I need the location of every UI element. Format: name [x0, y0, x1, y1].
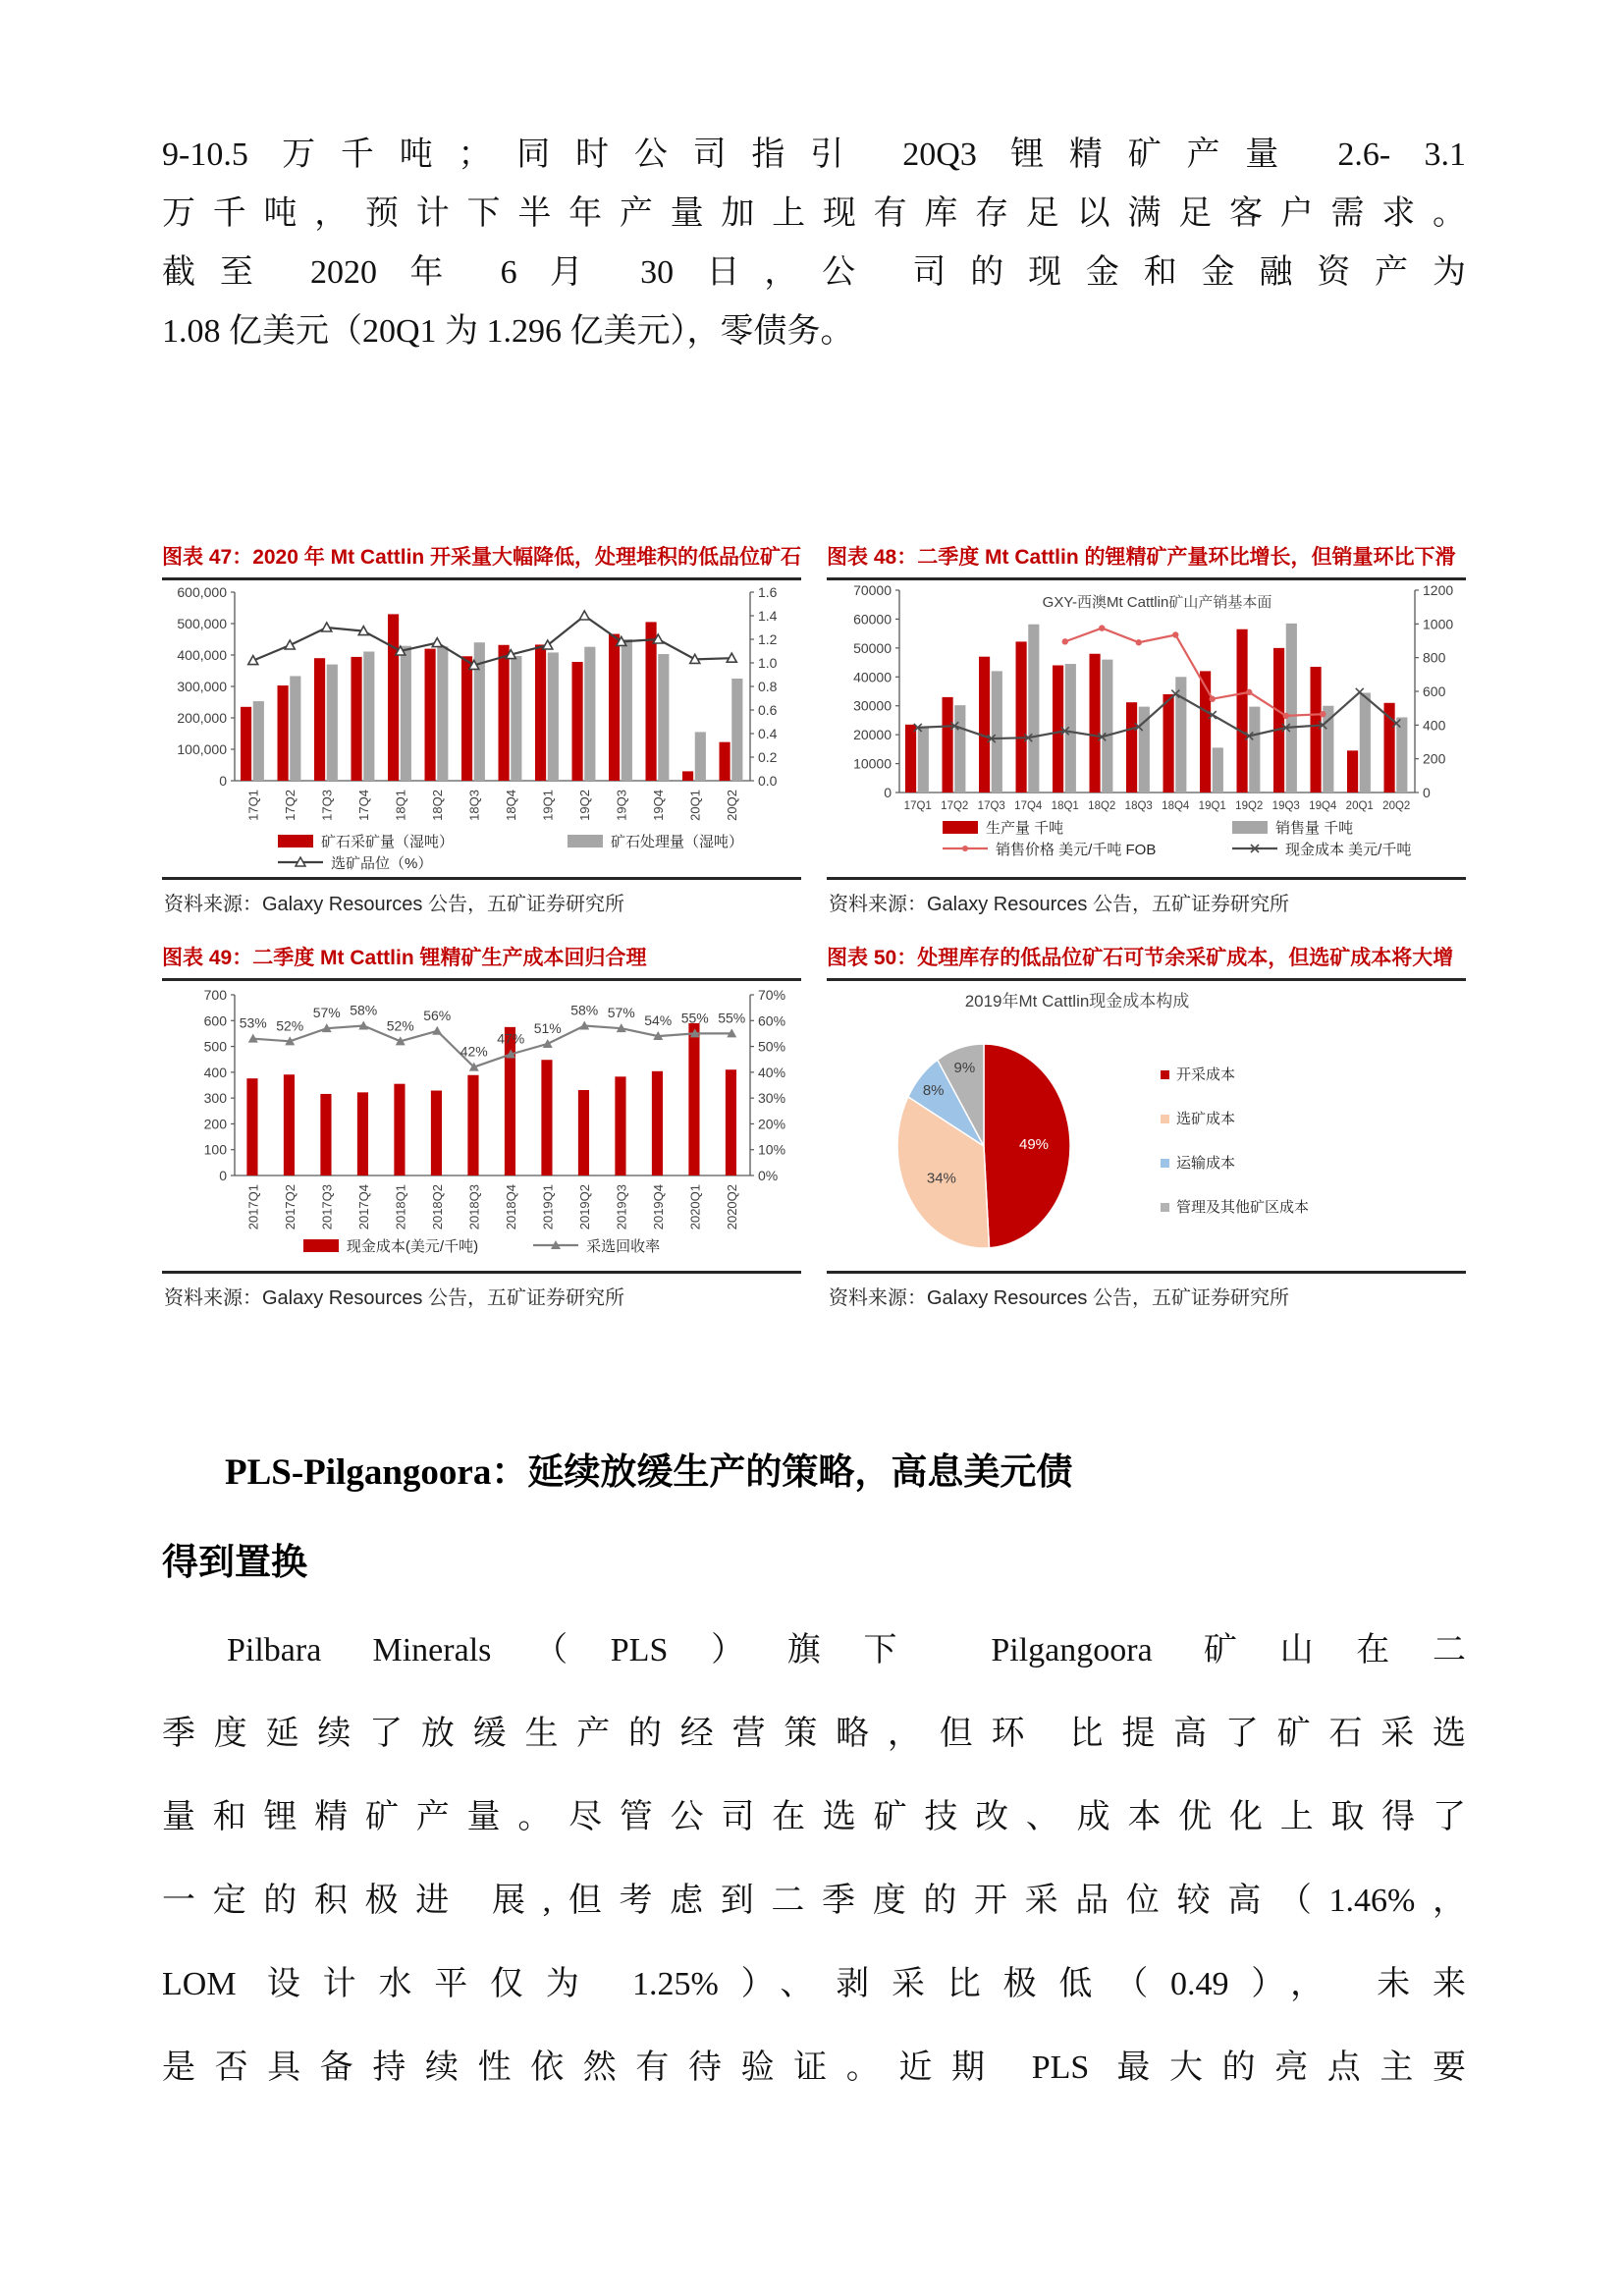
figure-50-title: 图表 50：处理库存的低品位矿石可节余采矿成本，但选矿成本将大增	[827, 947, 1454, 969]
svg-text:0: 0	[1423, 785, 1431, 800]
legend-swatch	[1161, 1115, 1169, 1123]
svg-text:8%: 8%	[922, 1082, 945, 1100]
legend-label: 选矿品位（%）	[331, 854, 433, 872]
bar	[720, 742, 730, 781]
svg-text:30000: 30000	[853, 697, 892, 714]
svg-text:1.4: 1.4	[758, 608, 778, 624]
svg-text:管理及其他矿区成本: 管理及其他矿区成本	[1176, 1199, 1310, 1216]
text-line: 季度延续了放缓生产的经营策略，但环 比提高了矿石采选	[162, 1716, 1466, 1752]
bar	[535, 644, 546, 781]
svg-text:60000: 60000	[853, 611, 892, 628]
bar	[363, 651, 374, 781]
svg-text:40%: 40%	[758, 1064, 786, 1080]
svg-text:2019Q2: 2019Q2	[576, 1184, 592, 1230]
bar	[499, 645, 510, 781]
bar	[1200, 671, 1211, 793]
svg-text:400,000: 400,000	[177, 647, 227, 663]
bar	[646, 622, 657, 781]
chart-50-cash-cost-pie	[827, 981, 1466, 1271]
svg-text:57%: 57%	[607, 1005, 635, 1021]
svg-text:17Q2: 17Q2	[941, 800, 969, 812]
svg-text:19Q3: 19Q3	[614, 790, 629, 821]
bar	[284, 1074, 295, 1175]
svg-text:57%: 57%	[312, 1005, 341, 1021]
bar	[314, 658, 325, 781]
svg-text:2017Q2: 2017Q2	[282, 1184, 298, 1230]
legend-swatch	[278, 835, 313, 847]
text-line: 9-10.5 万千吨；同时公司指引 20Q3 锂精矿产量 2.6- 3.1	[162, 137, 1466, 173]
svg-text:18Q2: 18Q2	[429, 790, 445, 821]
svg-text:18Q3: 18Q3	[1124, 800, 1153, 812]
bar	[1311, 667, 1322, 793]
legend-label: 现金成本 美元/千吨	[1285, 841, 1412, 858]
figure-47-title: 图表 47：2020 年 Mt Cattlin 开采量大幅降低，处理堆积的低品位矿石	[162, 546, 801, 569]
bar	[609, 634, 620, 781]
legend-label: 生产量 千吨	[986, 819, 1064, 837]
bar	[578, 1090, 589, 1175]
bar	[1273, 648, 1284, 793]
bar	[327, 665, 338, 781]
paragraph-pls	[162, 1609, 1466, 2109]
svg-text:55%: 55%	[718, 1010, 746, 1026]
chart-48-production-sales	[827, 580, 1466, 877]
chart-legend	[162, 1234, 801, 1256]
svg-text:18Q1: 18Q1	[393, 790, 408, 821]
svg-text:2018Q1: 2018Q1	[393, 1184, 408, 1230]
svg-text:500: 500	[203, 1038, 227, 1055]
bar	[1360, 692, 1371, 793]
bar	[695, 732, 706, 781]
figure-47	[162, 544, 801, 918]
bar	[918, 728, 929, 793]
svg-text:200: 200	[203, 1116, 227, 1132]
bar	[1213, 747, 1223, 793]
svg-text:17Q3: 17Q3	[319, 790, 335, 821]
bar	[1053, 666, 1063, 793]
svg-text:1.2: 1.2	[758, 631, 778, 647]
svg-text:50000: 50000	[853, 639, 892, 656]
legend-label: 矿石采矿量（湿吨）	[321, 833, 455, 850]
svg-text:1.6: 1.6	[758, 584, 778, 600]
legend-item	[533, 1235, 660, 1256]
legend-swatch	[1232, 821, 1268, 834]
text-line: 量和锂精矿产量。尽管公司在选矿技改、成本优化上取得了	[162, 1799, 1466, 1835]
bar	[541, 1060, 552, 1175]
svg-text:53%: 53%	[239, 1014, 267, 1031]
svg-text:17Q4: 17Q4	[355, 790, 371, 821]
text-line: 截至 2020 年 6 月 30 日，公 司的现金和金融资产为	[162, 254, 1466, 291]
svg-text:0%: 0%	[758, 1168, 779, 1183]
svg-text:100,000: 100,000	[177, 741, 227, 757]
svg-text:100: 100	[203, 1141, 227, 1158]
bar	[357, 1092, 368, 1175]
svg-text:20Q1: 20Q1	[1345, 800, 1374, 812]
svg-text:1000: 1000	[1423, 616, 1454, 632]
bar	[401, 646, 411, 781]
svg-text:2019Q4: 2019Q4	[650, 1184, 666, 1230]
text-line: Pilbara Minerals（PLS）旗下 Pilgangoora 矿山在二	[227, 1632, 1466, 1668]
svg-text:0.2: 0.2	[758, 749, 778, 765]
svg-text:2017Q4: 2017Q4	[355, 1184, 371, 1230]
legend-item	[1232, 839, 1411, 859]
legend-swatch	[303, 1239, 339, 1252]
svg-text:60%: 60%	[758, 1012, 786, 1029]
legend-label: 矿石处理量（湿吨）	[611, 833, 744, 850]
bar	[437, 646, 448, 781]
svg-text:运输成本: 运输成本	[1176, 1155, 1236, 1172]
chart-legend	[827, 816, 1466, 859]
bar	[1065, 664, 1076, 793]
svg-text:19Q2: 19Q2	[1235, 800, 1264, 812]
legend-swatch	[568, 835, 603, 847]
svg-text:30%: 30%	[758, 1090, 786, 1107]
svg-text:58%: 58%	[570, 1002, 599, 1018]
legend-swatch	[1161, 1159, 1169, 1168]
svg-text:18Q4: 18Q4	[1162, 800, 1190, 812]
svg-text:开采成本: 开采成本	[1176, 1066, 1236, 1083]
text-line: LOM 设计水平仅为 1.25%）、剥采比极低（0.49）， 未来	[162, 1966, 1466, 2002]
bar	[1347, 750, 1358, 793]
legend-line-swatch	[533, 1238, 578, 1252]
bar	[352, 657, 362, 781]
svg-text:19Q1: 19Q1	[1198, 800, 1226, 812]
bar	[1090, 654, 1101, 793]
svg-text:0: 0	[884, 785, 892, 800]
svg-text:2019Q3: 2019Q3	[614, 1184, 629, 1230]
svg-text:500,000: 500,000	[177, 616, 227, 631]
chart-canvas	[827, 580, 1466, 816]
svg-text:50%: 50%	[758, 1038, 786, 1055]
svg-text:GXY-西澳Mt Cattlin矿山产销基本面: GXY-西澳Mt Cattlin矿山产销基本面	[1042, 594, 1272, 611]
text-line: 1.08 亿美元（20Q1 为 1.296 亿美元），零债务。	[162, 313, 854, 350]
legend-item	[568, 831, 743, 851]
svg-text:20Q2: 20Q2	[724, 790, 739, 821]
svg-text:2017Q1: 2017Q1	[245, 1184, 261, 1230]
svg-text:0: 0	[219, 773, 227, 789]
bar	[584, 647, 595, 781]
svg-text:700: 700	[203, 987, 227, 1003]
svg-text:70%: 70%	[758, 987, 786, 1003]
svg-text:10%: 10%	[758, 1141, 786, 1158]
svg-text:2020Q1: 2020Q1	[687, 1184, 703, 1230]
svg-text:17Q4: 17Q4	[1014, 800, 1043, 812]
svg-text:2018Q4: 2018Q4	[503, 1184, 518, 1230]
svg-text:18Q3: 18Q3	[466, 790, 482, 821]
legend-label: 销售价格 美元/千吨 FOB	[996, 841, 1157, 858]
bar	[1237, 629, 1248, 793]
paragraph-top	[162, 126, 1466, 361]
svg-text:19Q1: 19Q1	[540, 790, 556, 821]
figure-47-source: 资料来源：Galaxy Resources 公告，五矿证券研究所	[164, 894, 624, 915]
section-heading-line1: PLS-Pilgangoora：延续放缓生产的策略，高息美元债	[225, 1452, 1073, 1493]
figure-49-title: 图表 49：二季度 Mt Cattlin 锂精矿生产成本回归合理	[162, 947, 647, 969]
bar	[682, 771, 693, 781]
text-line: 是否具备持续性依然有待验证。近期 PLS 最大的亮点主要	[162, 2050, 1466, 2086]
bar	[658, 654, 669, 781]
svg-text:300: 300	[203, 1090, 227, 1107]
svg-text:18Q4: 18Q4	[503, 790, 518, 821]
figure-49	[162, 945, 801, 1312]
figure-49-source: 资料来源：Galaxy Resources 公告，五矿证券研究所	[164, 1287, 624, 1309]
bar	[425, 649, 436, 781]
svg-text:51%: 51%	[533, 1019, 562, 1036]
svg-text:10000: 10000	[853, 755, 892, 772]
svg-text:17Q1: 17Q1	[245, 790, 261, 821]
svg-text:200,000: 200,000	[177, 710, 227, 726]
svg-text:0: 0	[219, 1168, 227, 1183]
bar	[1102, 660, 1112, 793]
bar	[461, 656, 472, 781]
svg-text:18Q2: 18Q2	[1088, 800, 1116, 812]
legend-line-swatch	[1232, 842, 1277, 855]
bar	[1028, 625, 1039, 793]
svg-text:18Q1: 18Q1	[1051, 800, 1079, 812]
bar	[1163, 694, 1174, 793]
chart-47-ore-mining-processing	[162, 580, 801, 877]
svg-text:17Q2: 17Q2	[282, 790, 298, 821]
svg-text:600: 600	[203, 1012, 227, 1029]
svg-text:58%: 58%	[350, 1002, 378, 1018]
bar	[290, 676, 300, 781]
svg-text:20Q2: 20Q2	[1382, 800, 1411, 812]
legend-label: 采选回收率	[586, 1237, 661, 1255]
bar	[572, 662, 583, 781]
svg-text:20%: 20%	[758, 1116, 786, 1132]
figure-grid	[162, 544, 1466, 1312]
svg-text:600: 600	[1423, 683, 1446, 699]
svg-text:0.4: 0.4	[758, 726, 778, 741]
svg-text:42%: 42%	[460, 1043, 488, 1060]
svg-text:600,000: 600,000	[177, 584, 227, 600]
pie-canvas	[827, 981, 1466, 1268]
bar	[652, 1071, 663, 1175]
svg-text:2020Q2: 2020Q2	[724, 1184, 739, 1230]
svg-text:400: 400	[203, 1064, 227, 1080]
bar	[992, 671, 1002, 793]
svg-text:800: 800	[1423, 649, 1446, 666]
bar	[622, 639, 632, 781]
svg-text:2018Q2: 2018Q2	[429, 1184, 445, 1230]
bar	[954, 705, 965, 793]
bar	[1396, 717, 1407, 793]
bar	[548, 652, 559, 781]
legend-item	[303, 1235, 478, 1256]
svg-text:54%: 54%	[644, 1012, 673, 1029]
bar	[253, 701, 264, 781]
bar	[394, 1084, 405, 1175]
legend-label: 销售量 千吨	[1275, 819, 1354, 837]
bar	[388, 614, 399, 781]
svg-text:34%: 34%	[926, 1170, 956, 1187]
svg-text:200: 200	[1423, 750, 1446, 767]
figure-50-source: 资料来源：Galaxy Resources 公告，五矿证券研究所	[829, 1287, 1289, 1309]
svg-text:19Q4: 19Q4	[1309, 800, 1337, 812]
legend-swatch	[1161, 1070, 1169, 1079]
bar	[246, 1078, 257, 1175]
bar	[511, 656, 521, 781]
bar	[320, 1094, 331, 1175]
bar	[688, 1023, 699, 1175]
svg-text:56%: 56%	[423, 1007, 452, 1023]
svg-text:17Q1: 17Q1	[903, 800, 932, 812]
bar	[1016, 641, 1027, 793]
figure-48-title: 图表 48：二季度 Mt Cattlin 的锂精矿产量环比增长，但销量环比下滑	[827, 546, 1456, 569]
section-heading	[162, 1428, 1466, 1609]
chart-canvas	[162, 981, 801, 1234]
legend-line-swatch	[943, 842, 988, 855]
svg-text:300,000: 300,000	[177, 679, 227, 694]
svg-text:17Q3: 17Q3	[977, 800, 1005, 812]
bar	[505, 1027, 515, 1175]
bar	[431, 1091, 442, 1175]
bar	[241, 707, 251, 781]
bar	[979, 657, 990, 793]
chart-legend	[162, 830, 801, 873]
svg-text:1.0: 1.0	[758, 655, 778, 671]
legend-item	[943, 817, 1232, 838]
bar	[1126, 702, 1137, 793]
bar	[615, 1076, 625, 1175]
svg-text:0.8: 0.8	[758, 679, 778, 694]
svg-text:选矿成本: 选矿成本	[1176, 1111, 1236, 1127]
svg-text:0.0: 0.0	[758, 773, 778, 789]
svg-text:19Q3: 19Q3	[1271, 800, 1300, 812]
legend-item	[943, 839, 1232, 859]
svg-text:9%: 9%	[953, 1060, 976, 1077]
bar	[278, 685, 289, 781]
svg-text:19Q2: 19Q2	[576, 790, 592, 821]
text-line: 万千吨，预计下半年产量加上现有库存足以满足客户需求。	[162, 195, 1466, 232]
figure-50	[827, 945, 1466, 1312]
legend-label: 现金成本(美元/千吨)	[346, 1237, 479, 1255]
legend-line-swatch	[278, 855, 323, 869]
section-heading-line2: 得到置换	[162, 1543, 307, 1583]
svg-text:0.6: 0.6	[758, 702, 778, 718]
svg-text:400: 400	[1423, 717, 1446, 734]
svg-text:49%: 49%	[1018, 1136, 1050, 1154]
svg-text:2018Q3: 2018Q3	[466, 1184, 482, 1230]
bar	[1286, 624, 1297, 793]
svg-text:20000: 20000	[853, 727, 892, 743]
svg-text:52%: 52%	[386, 1017, 414, 1034]
svg-text:20Q1: 20Q1	[687, 790, 703, 821]
svg-text:2019Q1: 2019Q1	[540, 1184, 556, 1230]
svg-text:40000: 40000	[853, 669, 892, 685]
legend-item	[278, 831, 568, 851]
svg-text:55%: 55%	[680, 1010, 709, 1026]
legend-item	[1232, 817, 1353, 838]
figure-48-source: 资料来源：Galaxy Resources 公告，五矿证券研究所	[829, 894, 1289, 915]
legend-swatch	[1161, 1203, 1169, 1212]
bar	[905, 725, 916, 793]
bar	[943, 697, 953, 793]
svg-text:1200: 1200	[1423, 582, 1454, 598]
svg-text:70000: 70000	[853, 582, 892, 598]
chart-49-cash-cost-recovery	[162, 981, 801, 1271]
svg-text:47%: 47%	[497, 1030, 525, 1047]
legend-swatch	[943, 821, 978, 834]
legend-item	[278, 852, 568, 873]
text-line: 一定的积极进 展,但考虑到二季度的开采品位较高（1.46%，	[162, 1883, 1466, 1919]
svg-text:2017Q3: 2017Q3	[319, 1184, 335, 1230]
bar	[1249, 707, 1260, 793]
bar	[467, 1075, 478, 1175]
svg-text:2019年Mt Cattlin现金成本构成: 2019年Mt Cattlin现金成本构成	[964, 992, 1190, 1011]
figure-48	[827, 544, 1466, 918]
svg-text:19Q4: 19Q4	[650, 790, 666, 821]
svg-text:52%: 52%	[276, 1017, 304, 1034]
bar	[731, 679, 742, 781]
bar	[726, 1069, 736, 1175]
chart-canvas	[162, 580, 801, 830]
